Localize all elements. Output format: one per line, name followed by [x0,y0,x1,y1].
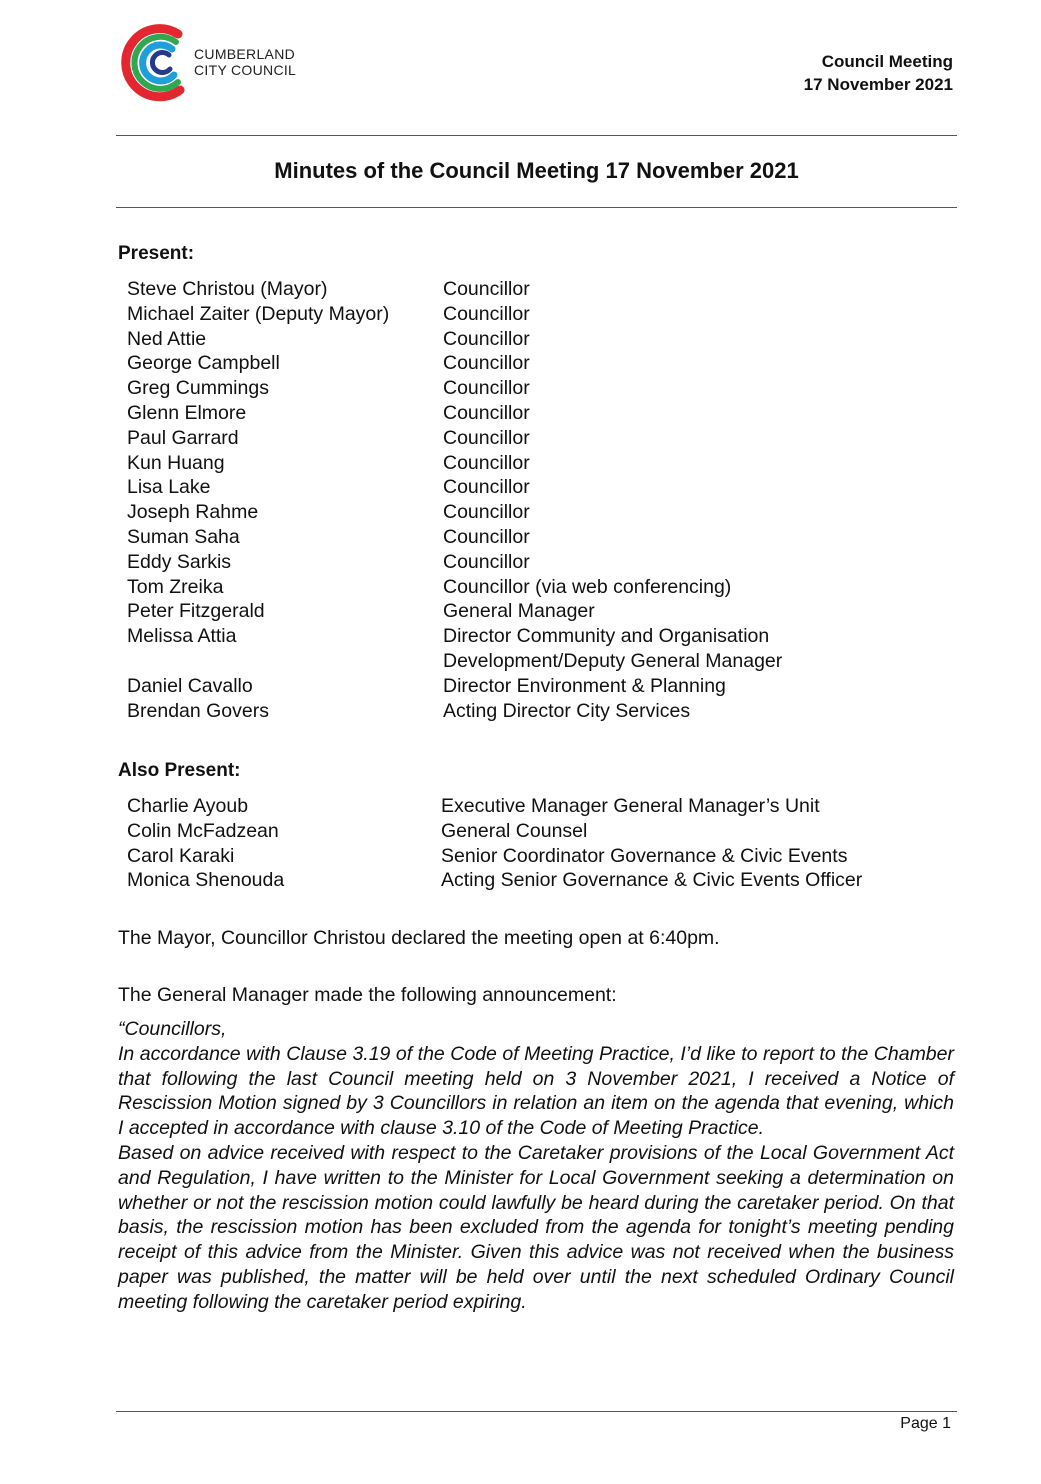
attendee-name: Ned Attie [127,327,207,350]
meeting-date: 17 November 2021 [803,75,953,94]
attendee-name: Lisa Lake [127,476,211,499]
attendee-row [127,401,782,426]
attendee-row [127,277,782,302]
meeting-label: Council Meeting [821,52,953,71]
attendee-role: Councillor [443,501,530,524]
attendee-name: Carol Karaki [127,844,235,867]
attendee-role: Acting Director City Services [443,699,691,722]
attendee-name: Charlie Ayoub [127,795,249,817]
attendee-row [127,624,782,649]
attendee-role: Senior Coordinator Governance & Civic Events [441,844,848,867]
attendee-role: Councillor [443,377,530,400]
attendee-role: Councillor [443,426,530,449]
attendee-name: Colin McFadzean [127,819,279,842]
attendee-role: Councillor [443,278,530,300]
attendee-row [127,426,782,451]
divider [116,135,957,136]
attendee-role: Executive Manager General Manager’s Unit [441,795,820,817]
attendee-row [127,699,782,724]
attendee-row [127,550,782,575]
also-present-list [127,794,862,893]
announcement-intro: The General Manager made the following announcement: [118,984,617,1006]
attendee-role: Councillor [443,525,530,548]
attendee-name: Glenn Elmore [127,401,247,424]
announcement-paragraph: Based on advice received with respect to the Caretaker provisions of the Local Government Act and Regulation, I have written to the Minister for Local Government seeking a determination on whether or not the rescission motion could lawfully be heard during the caretaker period. On that basis, the rescission motion has been excluded from the agenda for tonight’s meeting pending receipt of this advice from the Minister. Given this advice was not received when the business paper was published, the matter will be held over until the next scheduled Ordinary Council meeting following the caretaker period expiring. [118,1141,954,1313]
divider [116,207,957,208]
attendee-name: Kun Huang [127,451,225,474]
announcement-text [118,1017,954,1315]
attendee-row [127,327,782,352]
attendee-role: Councillor [443,327,530,350]
page-number: Page 1 [900,1415,951,1432]
attendee-row [127,500,782,525]
attendee-role: Director Community and Organisation [443,625,770,648]
attendee-name: Suman Saha [127,525,240,548]
attendee-name: Paul Garrard [127,426,239,449]
attendee-role: Councillor [443,401,530,424]
page-title: Minutes of the Council Meeting 17 November 2021 [274,158,799,183]
attendee-name: George Campbell [127,352,280,375]
attendee-name: Michael Zaiter (Deputy Mayor) [127,302,390,325]
attendee-name: Daniel Cavallo [127,674,253,697]
attendee-name: Monica Shenouda [127,869,285,892]
divider [116,1411,957,1412]
attendee-role: Councillor (via web conferencing) [443,575,732,598]
attendee-role: Councillor [443,550,530,573]
attendee-row [127,599,782,624]
attendee-row [127,819,862,844]
attendee-role: General Counsel [441,819,588,842]
attendee-role: Acting Senior Governance & Civic Events Officer [441,869,863,892]
attendee-role: Councillor [443,352,530,375]
meeting-header [804,50,953,96]
also-present-heading: Also Present: [118,760,241,781]
attendee-role: Councillor [443,476,530,499]
attendee-name: Eddy Sarkis [127,550,232,573]
attendee-row [127,475,782,500]
attendee-name: Peter Fitzgerald [127,600,265,623]
attendee-name: Brendan Govers [127,699,269,722]
attendee-row [127,844,862,869]
attendee-row [127,451,782,476]
announcement-paragraph: In accordance with Clause 3.19 of the Code of Meeting Practice, I’d like to report to the Chamber that following the last Council meeting held on 3 November 2021, I received a Notice of Rescission Motion signed by 3 Councillors in relation an item on the agenda that evening, which I accepted in accordance with clause 3.10 of the Code of Meeting Practice. [118,1042,954,1140]
attendee-name: Joseph Rahme [127,501,259,524]
opening-statement: The Mayor, Councillor Christou declared the meeting open at 6:40pm. [118,927,720,949]
attendee-role: Development/Deputy General Manager [443,649,783,672]
attendee-row [127,302,782,327]
attendee-row [127,376,782,401]
attendee-name [127,649,443,674]
present-heading: Present: [118,243,195,264]
attendee-name: Greg Cummings [127,377,269,400]
attendee-role: Director Environment & Planning [443,674,726,697]
org-name: CUMBERLAND CITY COUNCIL [194,46,297,78]
attendee-row [127,794,862,819]
attendee-row [127,575,782,600]
attendee-row [127,525,782,550]
present-list [127,277,782,723]
attendee-name: Steve Christou (Mayor) [127,278,328,300]
attendee-row [127,868,862,893]
attendee-name: Melissa Attia [127,625,237,648]
announcement-salutation: “Councillors, [118,1018,227,1040]
attendee-role: Councillor [443,302,530,325]
attendee-row [127,674,782,699]
attendee-name: Tom Zreika [127,575,224,598]
attendee-role: General Manager [443,600,595,623]
attendee-role: Councillor [443,451,530,474]
attendee-row [127,649,782,674]
attendee-row [127,351,782,376]
